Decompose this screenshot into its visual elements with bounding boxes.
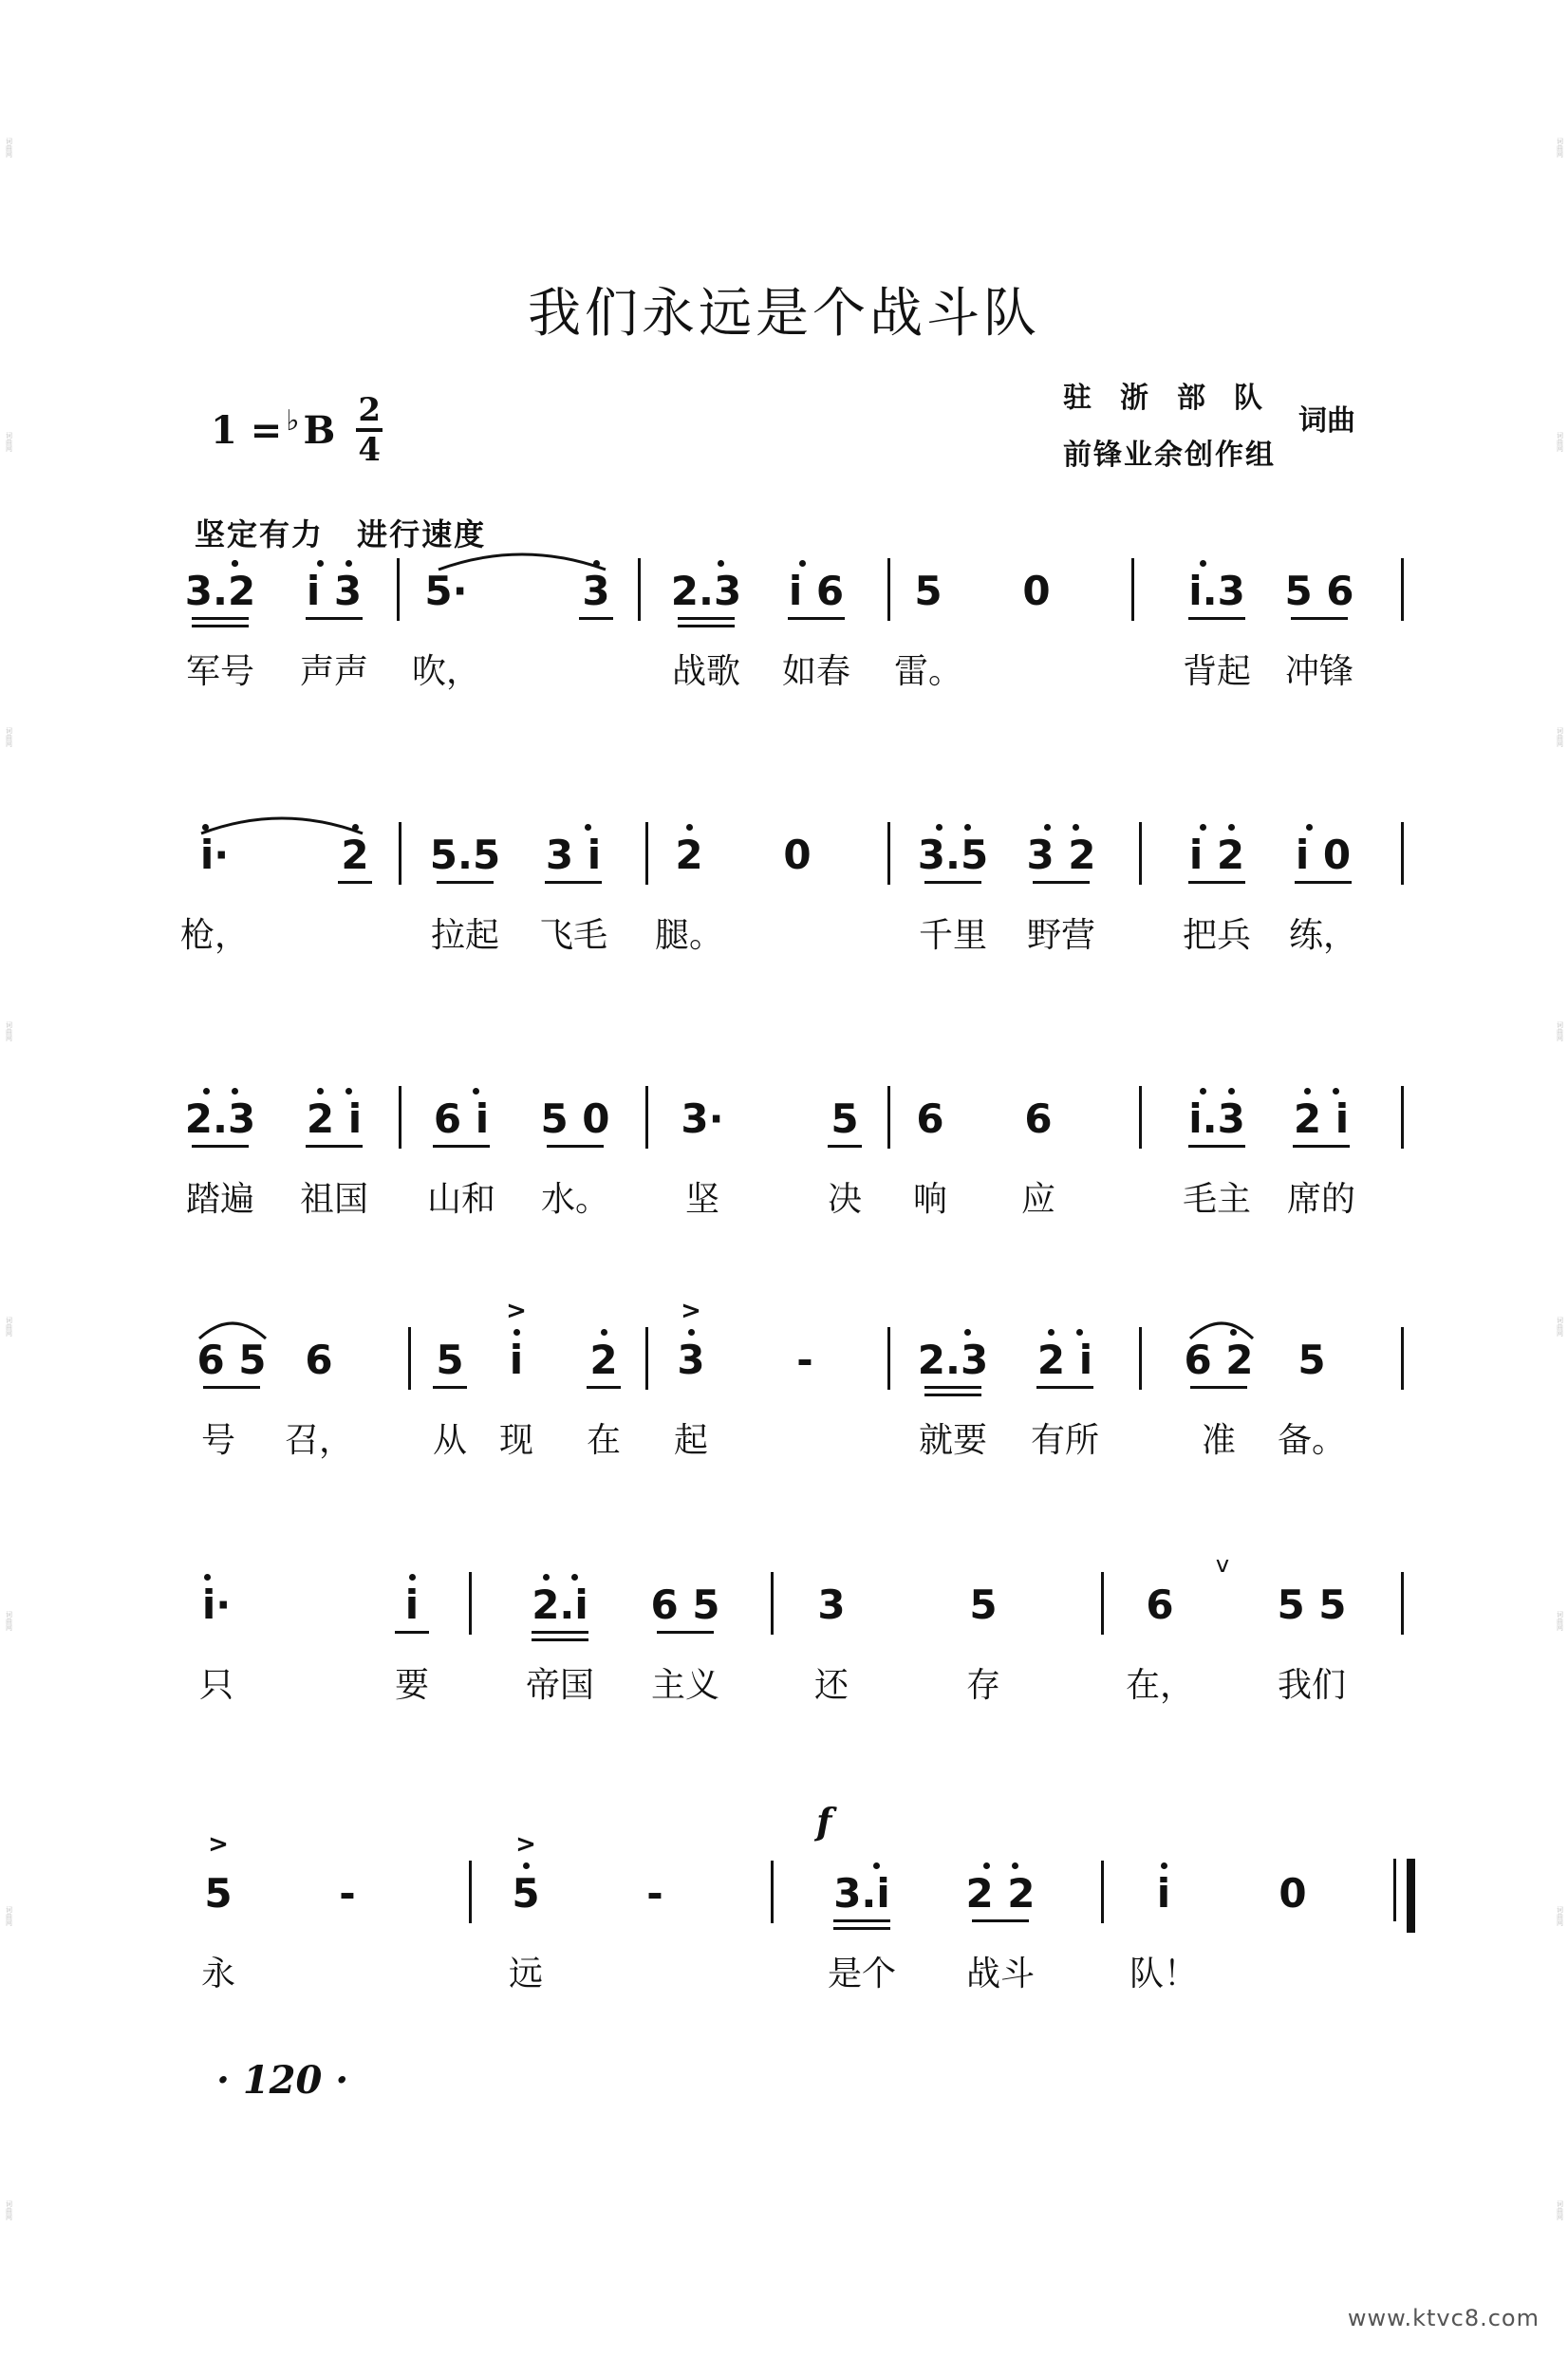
- watermark: www.ktvc8.com: [1347, 2305, 1540, 2331]
- note: i: [1156, 1870, 1171, 1917]
- lyric: 背起: [1182, 652, 1252, 691]
- slur-curve: [1190, 1323, 1253, 1338]
- note: 2 i: [306, 1095, 363, 1142]
- octave-dot: [571, 1574, 578, 1581]
- note: 5 5: [1277, 1581, 1347, 1628]
- lyric: 战斗: [965, 1955, 1036, 1993]
- barline: [469, 1572, 472, 1635]
- octave-dot: [345, 560, 352, 567]
- beam-underline: [433, 1386, 467, 1389]
- barline: [1101, 1572, 1104, 1635]
- barline: [397, 558, 400, 621]
- note: 2.3: [917, 1337, 989, 1383]
- lyric: 枪，: [179, 916, 250, 955]
- lyric: 从: [432, 1421, 468, 1460]
- tempo-mark-1: 坚定有力: [195, 516, 325, 552]
- note: 5 6: [1284, 568, 1354, 614]
- note: 3: [677, 1337, 705, 1383]
- lyric: 应: [1020, 1180, 1056, 1219]
- note: 3·: [681, 1095, 724, 1142]
- side-text: 词曲网: [5, 1611, 13, 1632]
- slur: [1188, 1314, 1255, 1342]
- slur-curve: [199, 1323, 266, 1338]
- note: i·: [199, 832, 230, 878]
- lyric: 是个: [827, 1955, 897, 1993]
- side-text: 词曲网: [1556, 1316, 1564, 1337]
- final-barline: [1407, 1859, 1415, 1933]
- lyric: 号: [200, 1421, 236, 1460]
- right-margin-strip: [1555, 0, 1564, 2358]
- note: 6: [1146, 1581, 1174, 1628]
- side-text: 词曲网: [5, 432, 13, 453]
- barline: [469, 1861, 472, 1923]
- lyric: 军号: [185, 652, 255, 691]
- note: 3 2: [1026, 832, 1096, 878]
- lyric: 现: [498, 1421, 534, 1460]
- barline: [1401, 1327, 1404, 1390]
- octave-dot: [718, 560, 724, 567]
- note: 5: [204, 1870, 233, 1917]
- note: 5: [512, 1870, 540, 1917]
- beam-underline: [1190, 1386, 1247, 1389]
- beam-underline: [924, 1394, 981, 1396]
- lyric: 飞毛: [538, 916, 608, 955]
- note: 3 i: [545, 832, 602, 878]
- barline: [645, 822, 648, 885]
- octave-dot: [1200, 560, 1206, 567]
- note: 5: [914, 568, 943, 614]
- slur: [437, 545, 607, 573]
- beam-underline: [545, 881, 602, 884]
- lyric: 队！: [1129, 1955, 1199, 1993]
- note: -: [796, 1337, 813, 1383]
- octave-dot: [232, 1088, 238, 1095]
- octave-dot: [473, 1088, 479, 1095]
- octave-dot: [873, 1862, 880, 1869]
- lyric: 练，: [1288, 916, 1358, 955]
- note: 5: [1297, 1337, 1326, 1383]
- beam-underline: [532, 1631, 588, 1634]
- side-text: 词曲网: [5, 726, 13, 747]
- beam-underline: [1036, 1386, 1093, 1389]
- lyric: 还: [813, 1666, 849, 1705]
- note: 3: [582, 568, 610, 614]
- note: i 2: [1188, 832, 1245, 878]
- octave-dot: [1076, 1329, 1083, 1336]
- octave-dot: [601, 1329, 607, 1336]
- octave-dot: [1228, 1088, 1235, 1095]
- barline: [1401, 1086, 1404, 1149]
- lyric: 如春: [781, 652, 851, 691]
- side-text: 词曲网: [1556, 2200, 1564, 2221]
- lyric: 踏遍: [185, 1180, 255, 1219]
- octave-dot: [1306, 824, 1313, 831]
- lyric: 帝国: [525, 1666, 595, 1705]
- beam-underline: [1188, 1145, 1245, 1148]
- note: i: [509, 1337, 524, 1383]
- note: i 3: [306, 568, 363, 614]
- lyric: 山和: [426, 1180, 496, 1219]
- time-signature: [356, 391, 383, 469]
- octave-dot: [1228, 824, 1235, 831]
- left-margin-strip: [4, 0, 13, 2358]
- credits: [1063, 370, 1291, 484]
- note: i 6: [788, 568, 845, 614]
- note: i: [404, 1581, 420, 1628]
- credit-role: 词曲: [1298, 404, 1355, 438]
- note: 6: [305, 1337, 333, 1383]
- note: 6 2: [1184, 1337, 1254, 1383]
- accent-mark: >: [208, 1830, 229, 1859]
- beam-underline: [587, 1386, 621, 1389]
- lyric: 永: [200, 1955, 236, 1993]
- octave-dot: [686, 824, 693, 831]
- credit-line-1: 驻浙部队: [1063, 382, 1291, 415]
- lyric: 准: [1201, 1421, 1237, 1460]
- note: 2: [589, 1337, 618, 1383]
- octave-dot: [964, 824, 971, 831]
- note: 5: [436, 1337, 464, 1383]
- barline: [1401, 822, 1404, 885]
- lyric: 千里: [918, 916, 988, 955]
- tempo-mark-2: 进行速度: [357, 516, 487, 552]
- note: 2 2: [965, 1870, 1036, 1917]
- octave-dot: [513, 1329, 520, 1336]
- octave-dot: [409, 1574, 416, 1581]
- lyric: 野营: [1026, 916, 1096, 955]
- note: 2: [341, 832, 369, 878]
- beam-underline: [972, 1919, 1029, 1922]
- accent-mark: >: [506, 1297, 527, 1325]
- side-text: 词曲网: [1556, 1021, 1564, 1042]
- barline: [1393, 1859, 1396, 1921]
- side-text: 词曲网: [5, 137, 13, 158]
- lyric: 声声: [299, 652, 369, 691]
- note: 6: [1024, 1095, 1053, 1142]
- note: 0: [1022, 568, 1051, 614]
- lyric: 决: [827, 1180, 863, 1219]
- barline: [1401, 1572, 1404, 1635]
- note: 2.3: [670, 568, 742, 614]
- note: 2.i: [532, 1581, 588, 1628]
- barline: [1139, 1327, 1142, 1390]
- note: 6 i: [433, 1095, 490, 1142]
- barline: [887, 1327, 890, 1390]
- lyric: 在: [586, 1421, 622, 1460]
- beam-underline: [833, 1927, 890, 1930]
- note: 2.3: [184, 1095, 256, 1142]
- note: 2 i: [1293, 1095, 1350, 1142]
- flat-sign: ♭: [286, 403, 300, 438]
- note: -: [339, 1870, 356, 1917]
- lyric: 有所: [1030, 1421, 1100, 1460]
- octave-dot: [799, 560, 806, 567]
- octave-dot: [1044, 824, 1051, 831]
- lyric: 冲锋: [1284, 652, 1354, 691]
- side-text: 词曲网: [1556, 137, 1564, 158]
- beam-underline: [678, 617, 735, 620]
- side-text: 词曲网: [5, 1316, 13, 1337]
- slur-curve: [201, 818, 363, 833]
- side-text: 词曲网: [1556, 432, 1564, 453]
- side-text: 词曲网: [1556, 726, 1564, 747]
- side-text: 词曲网: [5, 1905, 13, 1926]
- side-text: 词曲网: [5, 2200, 13, 2221]
- beam-underline: [1188, 881, 1245, 884]
- octave-dot: [317, 1088, 324, 1095]
- beam-underline: [192, 617, 249, 620]
- barline: [887, 558, 890, 621]
- barline: [645, 1086, 648, 1149]
- note: 5·: [424, 568, 468, 614]
- octave-dot: [983, 1862, 990, 1869]
- barline: [1131, 558, 1134, 621]
- barline: [1401, 558, 1404, 621]
- octave-dot: [1304, 1088, 1311, 1095]
- beam-underline: [1293, 1145, 1350, 1148]
- beam-underline: [1033, 881, 1090, 884]
- beam-underline: [833, 1919, 890, 1922]
- barline: [771, 1572, 774, 1635]
- note: 2: [675, 832, 703, 878]
- octave-dot: [317, 560, 324, 567]
- barline: [771, 1861, 774, 1923]
- note: 3: [817, 1581, 846, 1628]
- octave-dot: [1012, 1862, 1018, 1869]
- note: 3.2: [184, 568, 256, 614]
- beam-underline: [678, 625, 735, 627]
- lyric: 备。: [1277, 1421, 1347, 1460]
- beam-underline: [395, 1631, 429, 1634]
- beam-underline: [788, 617, 845, 620]
- note: -: [646, 1870, 663, 1917]
- dynamic-mark: f: [816, 1800, 832, 1843]
- octave-dot: [203, 1088, 210, 1095]
- slur: [197, 1314, 268, 1342]
- credit-line-2: 前锋业余创作组: [1063, 439, 1276, 472]
- octave-dot: [585, 824, 591, 831]
- octave-dot: [523, 1862, 530, 1869]
- lyric: 水。: [540, 1180, 610, 1219]
- lyric: 只: [198, 1666, 234, 1705]
- beam-underline: [306, 617, 363, 620]
- beam-underline: [203, 1386, 260, 1389]
- octave-dot: [964, 1329, 971, 1336]
- lyric: 祖国: [299, 1180, 369, 1219]
- lyric: 就要: [918, 1421, 988, 1460]
- note: i·: [201, 1581, 232, 1628]
- octave-dot: [1333, 1088, 1339, 1095]
- lyric: 召，: [284, 1421, 354, 1460]
- note: 2 i: [1036, 1337, 1093, 1383]
- barline: [1101, 1861, 1104, 1923]
- beam-underline: [192, 1145, 249, 1148]
- time-top: 2: [358, 391, 382, 429]
- octave-dot: [1200, 1088, 1206, 1095]
- beam-underline: [1291, 617, 1348, 620]
- lyric: 主义: [650, 1666, 720, 1705]
- note: 5: [969, 1581, 998, 1628]
- barline: [887, 1086, 890, 1149]
- octave-dot: [1048, 1329, 1055, 1336]
- lyric: 存: [965, 1666, 1001, 1705]
- note: 6 5: [196, 1337, 267, 1383]
- lyric: 要: [394, 1666, 430, 1705]
- lyric: 毛主: [1182, 1180, 1252, 1219]
- lyric: 拉起: [430, 916, 500, 955]
- beam-underline: [547, 1145, 604, 1148]
- lyric: 在，: [1125, 1666, 1195, 1705]
- beam-underline: [579, 617, 613, 620]
- beam-underline: [924, 881, 981, 884]
- barline: [638, 558, 641, 621]
- lyric: 雷。: [893, 652, 963, 691]
- note: 0: [1279, 1870, 1307, 1917]
- breath-mark: v: [1215, 1551, 1230, 1578]
- accent-mark: >: [515, 1830, 536, 1859]
- lyric: 腿。: [654, 916, 724, 955]
- note: i 0: [1295, 832, 1352, 878]
- note: 3.5: [917, 832, 989, 878]
- note: 6: [916, 1095, 944, 1142]
- note: 5.5: [429, 832, 501, 878]
- octave-dot: [1161, 1862, 1167, 1869]
- lyric: 响: [912, 1180, 948, 1219]
- barline: [408, 1327, 411, 1390]
- lyric: 把兵: [1182, 916, 1252, 955]
- octave-dot: [1073, 824, 1079, 831]
- beam-underline: [433, 1145, 490, 1148]
- song-title: 我们永远是个战斗队: [528, 283, 1040, 345]
- beam-underline: [828, 1145, 862, 1148]
- octave-dot: [345, 1088, 352, 1095]
- accent-mark: >: [681, 1297, 701, 1325]
- octave-dot: [1200, 824, 1206, 831]
- key-prefix: 1 =: [211, 407, 283, 453]
- note: 5 0: [540, 1095, 610, 1142]
- note: i.3: [1188, 568, 1245, 614]
- side-text: 词曲网: [1556, 1611, 1564, 1632]
- time-bottom: 4: [358, 431, 382, 469]
- beam-underline: [657, 1631, 714, 1634]
- side-text: 词曲网: [5, 1021, 13, 1042]
- lyric: 坚: [684, 1180, 720, 1219]
- barline: [1139, 1086, 1142, 1149]
- key-signature: [211, 391, 383, 469]
- side-text: 词曲网: [1556, 1905, 1564, 1926]
- slur-curve: [439, 554, 606, 570]
- beam-underline: [338, 881, 372, 884]
- beam-underline: [192, 625, 249, 627]
- lyric: 我们: [1277, 1666, 1347, 1705]
- lyric: 吹，: [411, 652, 481, 691]
- octave-dot: [543, 1574, 550, 1581]
- octave-dot: [936, 824, 943, 831]
- lyric: 起: [673, 1421, 709, 1460]
- key-tonic: B: [303, 407, 336, 453]
- note: 5: [831, 1095, 859, 1142]
- barline: [1139, 822, 1142, 885]
- barline: [399, 1086, 401, 1149]
- note: i.3: [1188, 1095, 1245, 1142]
- slur: [199, 809, 364, 837]
- lyric: 席的: [1286, 1180, 1356, 1219]
- beam-underline: [306, 1145, 363, 1148]
- beam-underline: [1295, 881, 1352, 884]
- note: 6 5: [650, 1581, 720, 1628]
- barline: [645, 1327, 648, 1390]
- note: 0: [783, 832, 812, 878]
- note: 3.i: [833, 1870, 890, 1917]
- beam-underline: [924, 1386, 981, 1389]
- page-number: · 120 ·: [216, 2058, 349, 2103]
- octave-dot: [232, 560, 238, 567]
- beam-underline: [532, 1638, 588, 1641]
- lyric: 战歌: [671, 652, 741, 691]
- beam-underline: [1188, 617, 1245, 620]
- octave-dot: [204, 1574, 211, 1581]
- octave-dot: [688, 1329, 695, 1336]
- beam-underline: [437, 881, 494, 884]
- barline: [887, 822, 890, 885]
- lyric: 远: [508, 1955, 544, 1993]
- barline: [399, 822, 401, 885]
